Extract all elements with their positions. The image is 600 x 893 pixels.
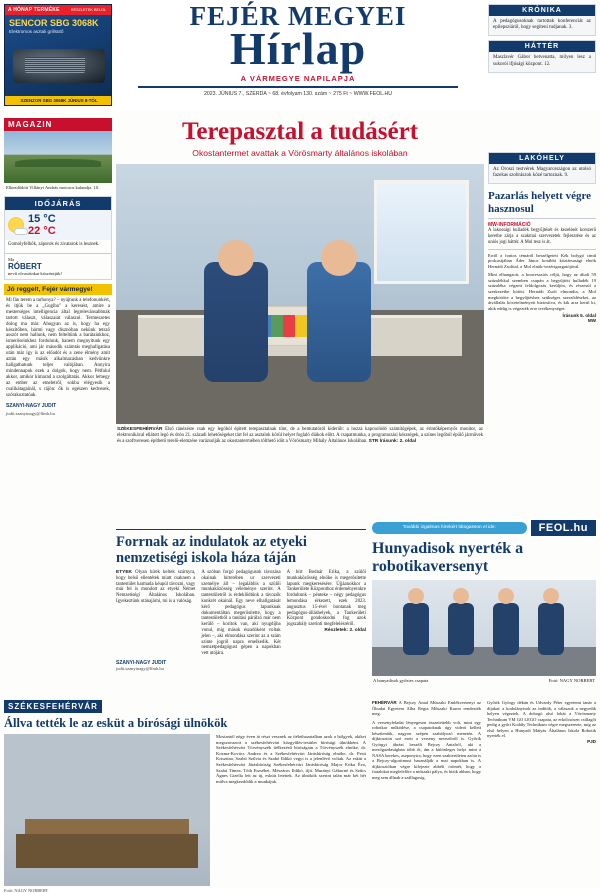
feol-promo[interactable]	[372, 520, 596, 685]
secondary-story[interactable]	[116, 525, 366, 671]
rail-head: HÁTTÉR	[489, 41, 595, 52]
feol-story-title: Hunyadisok nyerték a robotikaversenyt	[372, 540, 524, 575]
student-figure	[448, 603, 474, 655]
masthead	[118, 2, 478, 97]
bottom-right-byline: PJD	[587, 738, 596, 744]
secondary-col-2	[201, 570, 280, 657]
promo-footer: SZENZOR SBG 3068K JÚNIUS 8-TÓL	[5, 96, 112, 105]
rail-feature-kicker: MW-INFORMÁCIÓ	[488, 222, 531, 229]
rail-text: A pedagógusoknak tartottak konferenciát az epilepsziáról, hogy segíteni tudjanak. 3.	[493, 19, 591, 31]
bottom-left-text: Mostantól négy éven át részt vesznek az ítélethozatalban azok a hölgyek, akiket megszavazott a székesfehérvári közgyűlés-testület bírósági ülnökként. A Székesfehérvári Törvényszék ítélkezésű bíróságain a Törvényszék elnöke, dr. Kozma-Kovács Andrea és a Székesfehérvári Járásbíróság elnöke, dr. Pesti Krisztina, Szabó Szilvia és Szabó Ildikó vegyi is a jelenlévő voltak. Az esküt a Székesfehérvári Járásbíróság Székesfehérvári Járásbíróság Major Erika Éva, Szalai Tímea, Tóth Erzsébet, Mészáros Ildikó, ifjú. Murányi Gáborné és Szűcs Ágnes Gizella lett az új, eskütt letettek. Az ülnökök szerint talán már két hét múlva megkezdődik a munkájuk.	[216, 734, 366, 784]
bottom-right-story[interactable]	[372, 700, 596, 780]
nameday-sub: nevű olvasóinkat köszöntjük!	[8, 271, 63, 276]
feol-photo	[372, 580, 596, 676]
lead-caption-kicker: SZÉKESFEHÉRVÁR	[117, 427, 163, 432]
weather-note: Gomolyfelhők, záporok és zivatarok is lesznek.	[8, 242, 100, 248]
rail-head: LAKÓHELY	[489, 153, 595, 164]
weather-box	[4, 196, 112, 280]
rail-head: KRÓNIKA	[489, 5, 595, 16]
promo-ribbon: RÉSZLETEK BELÜL	[68, 7, 109, 13]
feol-caption-row	[372, 676, 596, 685]
divider	[488, 218, 596, 219]
greeting-email[interactable]: judit.szanyinagy@lfmh.hu	[6, 411, 55, 417]
left-column	[4, 118, 112, 416]
section-head-szekesfehervar[interactable]: SZÉKESFEHÉRVÁR	[4, 700, 102, 713]
secondary-col1-text: Olyan hírek keltek szárnyra, hogy belső ellentétek miatt csaknem a tantestület harmada kéupúl távozni, vagy már fel is mondott az etyeki Német Nemzetiségi Általános Iskolában. Igyekeztünk utánajárni, mi is a valóság.	[116, 570, 196, 604]
product-promo-box[interactable]	[4, 4, 112, 106]
bottom-right-columns	[372, 700, 596, 780]
student-figure	[493, 603, 519, 655]
nameday-label: Ma	[8, 257, 15, 262]
divider	[488, 249, 596, 250]
greeting-byline: SZANYI-NAGY JUDIT	[6, 403, 57, 410]
promo-subtitle: Elektromos asztali grillsütő	[9, 29, 64, 34]
rail-item[interactable]	[488, 4, 596, 36]
lead-story[interactable]	[116, 118, 484, 444]
courtroom-photo	[4, 734, 210, 886]
student-figure	[204, 262, 268, 382]
masthead-subtitle: A VÁRMEGYE NAPILAPJA	[240, 74, 356, 83]
masthead-rule	[138, 86, 458, 88]
student-figure	[538, 603, 564, 655]
rail-feature-byline: MW	[587, 318, 596, 324]
bottom-right-col-1	[372, 700, 481, 780]
lead-caption-text: Első ránézésre csak egy legóból épített terepasztalnak tűnt, de a bemutatóról kiderült: a hozzá kapcsolódó számítógépek, az érintőképernyős monitor, az elektronikával ellátott legó és drón 21. századi lehetőségeket tárt fel az asztalok körül helyet foglaló diákok előtt. A csapatmunka, a programozási készségek, a színes legóból épülő járművek és a szoftveresen építhető terelő-elemzése varázsolják az okostantermében tölthető időt a Vörösmarty Mihály Általános Iskolában.	[117, 427, 483, 444]
bottom-left-body	[4, 734, 366, 886]
bottom-right-col1b-text: A versenyfeladat lényegesen összetettebb volt, mint egy robotkar működése, a csapatoknak úgy videót kellett készíteniük, nagyon szépen szabályozó menetén. A díjkiosztón szó esett a verseny nevezőiről is. Győrik Györgyi ábrázt beszélt Bejczy Antalról, aki a mezőgazdaságban több őt, ám a különleges helyi mint a NASA kerekes, aszponyira, hogy ezen szakterületen azóta is a Bejczy-algoritmust használják a mai napokban is. A díjkiosztóban végre kifejezte abbéli örömét, hogy a fiatalokat megfelelőre a műszaki pálya, és bízik abban, hogy meg sem állnak a szállagosig.	[372, 719, 481, 780]
lead-caption	[116, 424, 484, 444]
feol-pill-text[interactable]: További izgalmas hírekért látogasson el ide:	[372, 522, 527, 534]
section-head-magazin[interactable]: MAGAZIN	[4, 118, 112, 131]
divider	[5, 253, 111, 254]
window-shape	[374, 180, 470, 284]
feol-photo-credit: Fotó: NAGY NORBERT	[548, 678, 595, 683]
secondary-byline: SZANYI-NAGY JUDIT	[116, 659, 167, 666]
greeting-body: Mi fán terem a tarhonya? – nyújtunk a telefonunkért, és itjük be a „Guglba" a keresést, amire a mesterséges intelligencia által legrelevánsabbnak tartott választ, válaszaiat válaszol. Termeszetes dolog ma már. Ahogyan az is, hogy ha egy készítőben, bármi vagy disznóban nekünk tetsző asszót nem hallunk, nem felteltünk a barátainkhoz, ismerőseinkhez fordulunk, hanem megnyitunk egy applikáció, ami jár második számtás meghallgatása után már így is az előadót és a zene élmény amit aztán egy másik alkalmazásban kedvünkre hallgathatunk teljes valójában. Annyira mindennapok ezek a dolgok, hogy nem. Pétfalul akkor, amikor kimarad a szolgáltatás. Akkor lemegy az ember az emeletről, sokba elégyesik a csalikátagainál, s rájön: ők is egészen kedvesek, szórakoztatóak.	[6, 298, 110, 398]
lead-caption-more: STR Írásunk: 2. oldal	[368, 438, 417, 444]
sun-cloud-icon	[8, 217, 24, 233]
secondary-col2-text: A szóban forgó pedagógusok távozása okainak hírterében ur szervezeti személye áll – legalábbis a szülői munkaközösség véleménye szerint. A tantestületről is érdeklődtünk a távozók konkrét okainál. Egy neve elhallgatását kérő pedagógus lapunknak dokumentáltan megerősítette, hogy a tantestületből a tanítási párálzó már nem kerülő – korítok van, aki nyugdíjba vonul, míg mások észadóként voltak jelen –, aki elmondása szerint az a szám szinte jogról napra emelkedik. Két nemzetpedagógust gépen a napokban vett utójára.	[201, 570, 281, 657]
right-rail	[488, 4, 596, 77]
magazin-photo	[4, 131, 112, 183]
wall-shape	[4, 734, 210, 822]
greeting-head: Jó reggelt, Fejér vármegye!	[4, 284, 112, 295]
rail-feature-title: Pazarlás helyett végre hasznosul	[488, 190, 592, 215]
rail-feature-intro: A lakossági hulladék begyűjtését és kezelését korszerű keretbe zárja a szakmai szervezetek fejlesztése és az uniós jogi háttér. A Mol tesz is át.	[488, 228, 596, 245]
feol-bar	[372, 520, 596, 536]
rail-feature-body1: Erről a fontos témáról beszélgetett Kék bolygó című podcastjában Áder János korábbi köztársasági elnök Hernádi Zsolttal, a Mol elnök-vezérigazgatójával.	[488, 252, 596, 269]
lead-photo	[116, 164, 484, 424]
rail-item[interactable]	[488, 40, 596, 72]
promo-title: SENCOR SBG 3068K	[9, 18, 99, 28]
rail-feature-more: Írásunk 5. oldal	[562, 313, 596, 319]
masthead-line1: FEJÉR MEGYEI	[189, 1, 407, 31]
lead-title: Terepasztal a tudásért	[181, 118, 419, 145]
right-rail-lower	[488, 152, 596, 323]
bottom-right-col1-text: A Bejczy Antal Műszaki Emlékversenyt az Óbudai Egyetem Alba Regia Műszaki Karon rendezték meg.	[372, 700, 481, 716]
weather-body	[5, 210, 111, 240]
grill-product-image	[13, 49, 105, 83]
secondary-col3-text: A hírt Bodnár Erika, a szülői munkaközösség elnöke is megerősítette lapunk megkeresésére. Újjáanokkor a Tankerülete Központhoz érdeményeinkre fordultunk – pénteke – négy pedagógus lemondása érkezett, ezek 2023. augusztus 15-ével bontanak meg pedagógus-álláshelyek, a Tankerületi Központ gondoskodni fog azok jogszabály szerinti megfelelésréről.	[286, 570, 366, 628]
bottom-left-credit: Fotó: NAGY NORBERT	[4, 888, 49, 893]
student-figure	[307, 262, 371, 382]
secondary-kicker: ETYEK	[116, 570, 132, 575]
masthead-line2: Hírlap	[229, 23, 367, 74]
secondary-col-1	[116, 570, 195, 657]
nameday-value: RÓBERT	[8, 262, 42, 271]
student-figure	[403, 603, 429, 655]
rail-text: Az Oroszi testvérek Magyarországon az utolsó fazekas szobrászok közé tartoznak. 9.	[493, 167, 591, 179]
bottom-left-title: Állva tették le az esküt a bírósági ülnökök	[4, 716, 228, 730]
secondary-more: Részletek: 2. oldal	[324, 627, 366, 633]
rail-feature[interactable]	[488, 188, 596, 323]
bottom-right-col-2	[487, 700, 596, 780]
secondary-columns	[116, 570, 366, 657]
promo-badge: A HÓNAP TERMÉKE	[5, 5, 111, 15]
weather-head: IDŐJÁRÁS	[5, 197, 111, 210]
bottom-left-story[interactable]	[4, 700, 366, 893]
lead-subtitle: Okostantermet avattak a Vörösmarty általános iskolában	[192, 148, 408, 158]
divider	[116, 529, 366, 530]
top-bar	[0, 0, 600, 110]
rail-text: Maszlavér Gábor hetvenatta, milyen lesz a sukorói ifjúsági központ. 12.	[493, 55, 591, 67]
feol-caption: A hunyadisok győztes csapata	[373, 678, 429, 683]
rail-feature-body2: Mint elhangzott, a koncessziós céljú, hogy az általi 59 százalékkal szemben csupán a begyűjtött hulladék 19 százaléka végzett feldolgozás kerüljön, és részesül a szerkezetbe kötött. Hernádi Zsolt elmondta, a Mol megkötötte a begyűjtéshez szükséges szerződéseket, az átvállalás követelményeit biztosítva, és kik arra kerül ki, akik eddig is végezték erre tevékenységet.	[488, 272, 596, 311]
bottom-right-kicker: FEHÉRVÁR	[372, 700, 397, 705]
secondary-email[interactable]: judit.szanyinagy@lfmh.hu	[116, 665, 164, 671]
secondary-title: Forrnak az indulatok az etyeki nemzetiségi iskola háza táján	[116, 534, 307, 566]
temp-max: 22 °C	[28, 225, 56, 238]
bottom-right-col2-text: Győrik György dékán és Udvardy Péter egyetemi tanár a díjakat: a kodolányisok az indítók, a válaszok a negyedik helyen végeztek. A dobogó alsó fokát a Vörösmarty Technikum VM GO LEGO csapata, az erkölcsösen csillagőt pedig a győri Kodály Technikum végre megszerezte, míg az első helyen a Hunyadi Mátyás Általános Iskola Robotik nyerték el.	[487, 700, 596, 738]
masthead-meta: 2023. JÚNIUS 7., SZERDA ~ 68. évfolyam 130. szám ~ 275 Ft ~ WWW.FEOL.HU	[203, 91, 393, 97]
feol-logo[interactable]: FEOL.hu	[531, 520, 596, 536]
bench-shape	[16, 834, 197, 867]
secondary-col-3	[287, 570, 366, 657]
bench-row-shape	[25, 819, 190, 834]
temp-min: 15 °C	[28, 213, 56, 226]
magazin-caption: Elkezdődött Villányi András motoros kalandja. 10.	[6, 185, 100, 190]
rail-item[interactable]	[488, 152, 596, 184]
weather-temps	[28, 213, 56, 237]
